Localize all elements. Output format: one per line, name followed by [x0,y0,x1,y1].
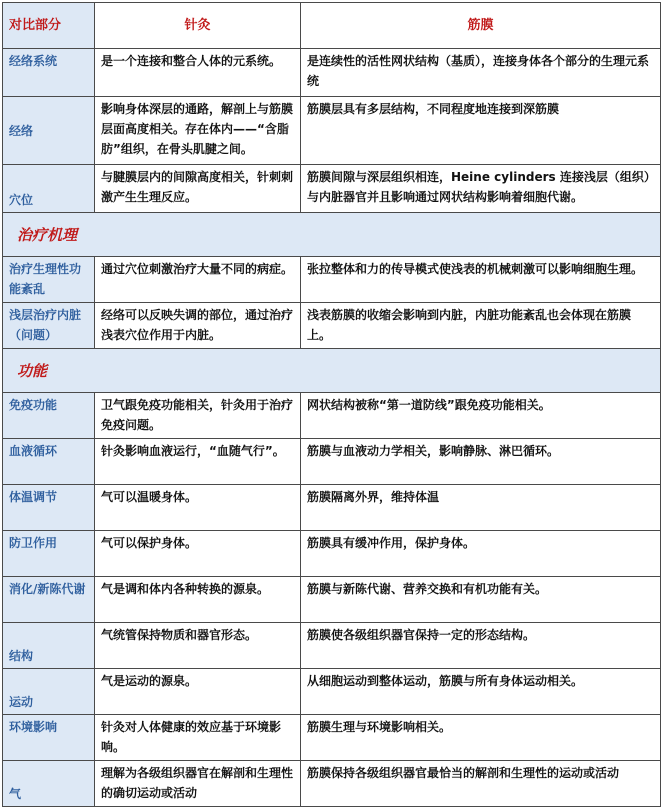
table-row [3,485,661,531]
table-row [3,761,661,807]
table-row [3,165,661,213]
table-row [3,623,661,669]
acupuncture-cell: 卫气跟免疫功能相关，针灸用于治疗免疫问题。 [95,393,301,439]
table-row [3,531,661,577]
row-label: 免疫功能 [3,393,95,439]
table-row [3,439,661,485]
fascia-cell: 筋膜隔离外界，维持体温 [301,485,661,531]
table-row [3,577,661,623]
table-row [3,49,661,97]
row-label: 经络 [3,97,95,165]
fascia-cell: 筋膜层具有多层结构，不同程度地连接到深筋膜 [301,97,661,165]
table-row [3,715,661,761]
header-fascia: 筋膜 [301,3,661,49]
acupuncture-cell: 与腱膜层内的间隙高度相关，针刺刺激产生生理反应。 [95,165,301,213]
fascia-cell: 张拉整体和力的传导模式使浅表的机械刺激可以影响细胞生理。 [301,257,661,303]
fascia-cell: 从细胞运动到整体运动，筋膜与所有身体运动相关。 [301,669,661,715]
header-row [3,3,661,49]
section-title-function: 功能 [3,349,661,393]
acupuncture-cell: 是一个连接和整合人体的元系统。 [95,49,301,97]
acupuncture-cell: 气可以温暖身体。 [95,485,301,531]
fascia-cell: 网状结构被称“第一道防线”跟免疫功能相关。 [301,393,661,439]
header-acupuncture: 针灸 [95,3,301,49]
acupuncture-cell: 理解为各级组织器官在解剖和生理性的确切运动或活动 [95,761,301,807]
row-label: 血液循环 [3,439,95,485]
fascia-cell: 筋膜保持各级组织器官最恰当的解剖和生理性的运动或活动 [301,761,661,807]
section-title-mechanism: 治疗机理 [3,213,661,257]
section-row [3,213,661,257]
acupuncture-cell: 气是调和体内各种转换的源泉。 [95,577,301,623]
acupuncture-cell: 通过穴位刺激治疗大量不同的病症。 [95,257,301,303]
acupuncture-cell: 经络可以反映失调的部位，通过治疗浅表穴位作用于内脏。 [95,303,301,349]
row-label: 经络系统 [3,49,95,97]
acupuncture-cell: 气统管保持物质和器官形态。 [95,623,301,669]
section-row [3,349,661,393]
header-compare: 对比部分 [3,3,95,49]
acupuncture-cell: 气是运动的源泉。 [95,669,301,715]
row-label: 结构 [3,623,95,669]
fascia-cell: 是连续性的活性网状结构（基质），连接身体各个部分的生理元系统 [301,49,661,97]
acupuncture-cell: 针灸对人体健康的效应基于环境影响。 [95,715,301,761]
fascia-cell: 浅表筋膜的收缩会影响到内脏，内脏功能紊乱也会体现在筋膜上。 [301,303,661,349]
row-label: 运动 [3,669,95,715]
fascia-cell: 筋膜间隙与深层组织相连，Heine cylinders 连接浅层（组织）与内脏器官并且影响通过网状结构影响着细胞代谢。 [301,165,661,213]
fascia-cell: 筋膜与新陈代谢、营养交换和有机功能有关。 [301,577,661,623]
table-row [3,257,661,303]
table-row [3,97,661,165]
row-label: 环境影响 [3,715,95,761]
table-row [3,393,661,439]
row-label: 浅层治疗内脏（问题） [3,303,95,349]
row-label: 消化/新陈代谢 [3,577,95,623]
row-label: 治疗生理性功能紊乱 [3,257,95,303]
comparison-table [2,2,661,807]
table-row [3,303,661,349]
acupuncture-cell: 气可以保护身体。 [95,531,301,577]
acupuncture-cell: 影响身体深层的通路，解剖上与筋膜层面高度相关。存在体内——“含脂肪”组织，在骨头肌腱之间。 [95,97,301,165]
table-row [3,669,661,715]
fascia-cell: 筋膜使各级组织器官保持一定的形态结构。 [301,623,661,669]
row-label: 穴位 [3,165,95,213]
row-label: 防卫作用 [3,531,95,577]
acupuncture-cell: 针灸影响血液运行，“血随气行”。 [95,439,301,485]
row-label: 体温调节 [3,485,95,531]
fascia-cell: 筋膜生理与环境影响相关。 [301,715,661,761]
fascia-cell: 筋膜与血液动力学相关，影响静脉、淋巴循环。 [301,439,661,485]
fascia-cell: 筋膜具有缓冲作用，保护身体。 [301,531,661,577]
row-label: 气 [3,761,95,807]
